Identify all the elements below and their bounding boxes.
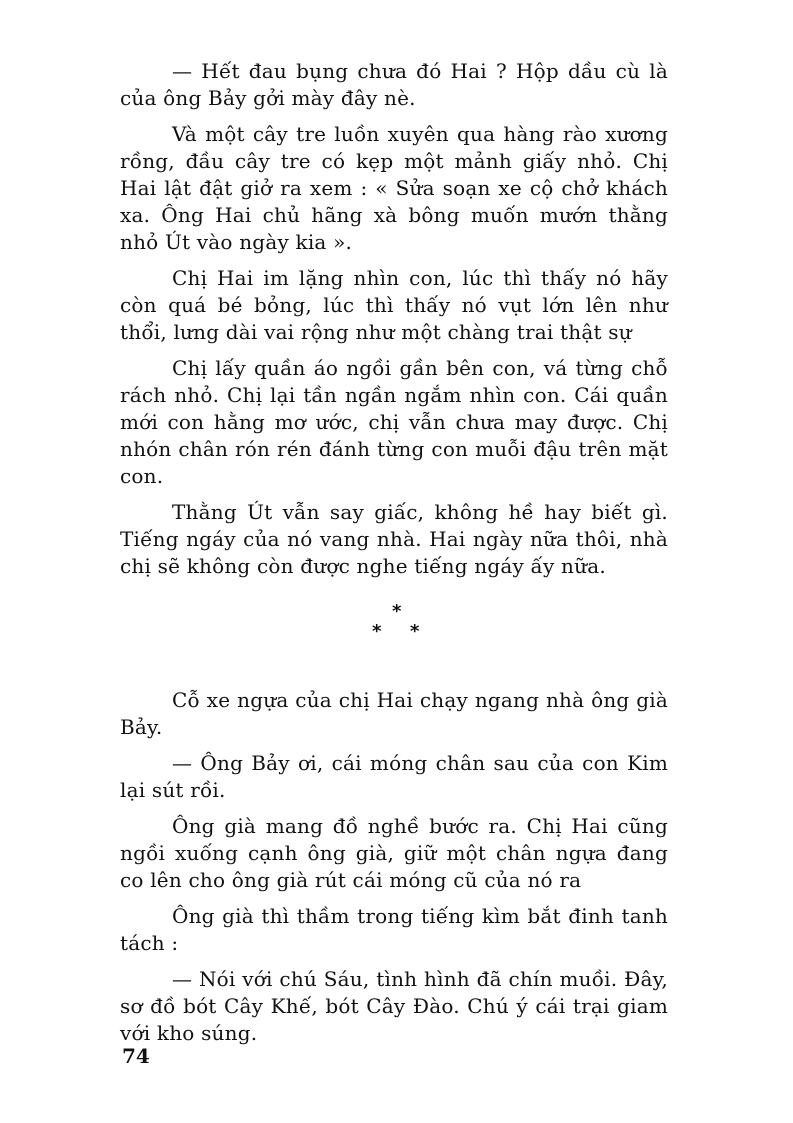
paragraph-10: — Nói với chú Sáu, tình hình đã chín muồi. Đây, sơ đồ bót Cây Khế, bót Cây Đào. Chú ý cái trại giam với kho súng. xyxy=(120,967,668,1045)
paragraph-3: Chị Hai im lặng nhìn con, lúc thì thấy nó hãy còn quá bé bỏng, lúc thì thấy nó vụt lớn lên như thổi, lưng dài vai rộng như một chàng trai thật sự xyxy=(120,266,668,344)
paragraph-9: Ông già thì thầm trong tiếng kìm bắt đinh tanh tách : xyxy=(120,904,668,955)
separator-star-icon: * xyxy=(372,621,382,642)
page-number: 74 xyxy=(122,1044,150,1068)
paragraph-4: Chị lấy quần áo ngồi gần bên con, vá từng chỗ rách nhỏ. Chị lại tần ngần ngắm nhìn con. Cái quần mới con hằng mơ ước, chị vẫn chưa may được. Chị nhón chân rón rén đánh từng con muỗi đậu trên mặt con. xyxy=(120,356,668,488)
page-body xyxy=(120,58,668,1056)
section-separator xyxy=(120,589,668,661)
paragraph-8: Ông già mang đồ nghề bước ra. Chị Hai cũng ngồi xuống cạnh ông già, giữ một chân ngựa đang co lên cho ông già rút cái móng cũ của nó ra xyxy=(120,814,668,892)
paragraph-6: Cỗ xe ngựa của chị Hai chạy ngang nhà ông già Bảy. xyxy=(120,688,668,739)
separator-star-icon: * xyxy=(410,621,420,642)
paragraph-7: — Ông Bảy ơi, cái móng chân sau của con Kim lại sút rồi. xyxy=(120,751,668,802)
paragraph-5: Thằng Út vẫn say giấc, không hề hay biết gì. Tiếng ngáy của nó vang nhà. Hai ngày nữa thôi, nhà chị sẽ không còn được nghe tiếng ngáy ấy nữa. xyxy=(120,500,668,578)
paragraph-2: Và một cây tre luồn xuyên qua hàng rào xương rồng, đầu cây tre có kẹp một mảnh giấy nhỏ. Chị Hai lật đật giở ra xem : « Sửa soạn xe cộ chở khách xa. Ông Hai chủ hãng xà bông muốn mướn thằng nhỏ Út vào ngày kia ». xyxy=(120,122,668,254)
separator-star-icon: * xyxy=(392,601,402,622)
paragraph-1: — Hết đau bụng chưa đó Hai ? Hộp dầu cù là của ông Bảy gởi mày đây nè. xyxy=(120,59,668,110)
